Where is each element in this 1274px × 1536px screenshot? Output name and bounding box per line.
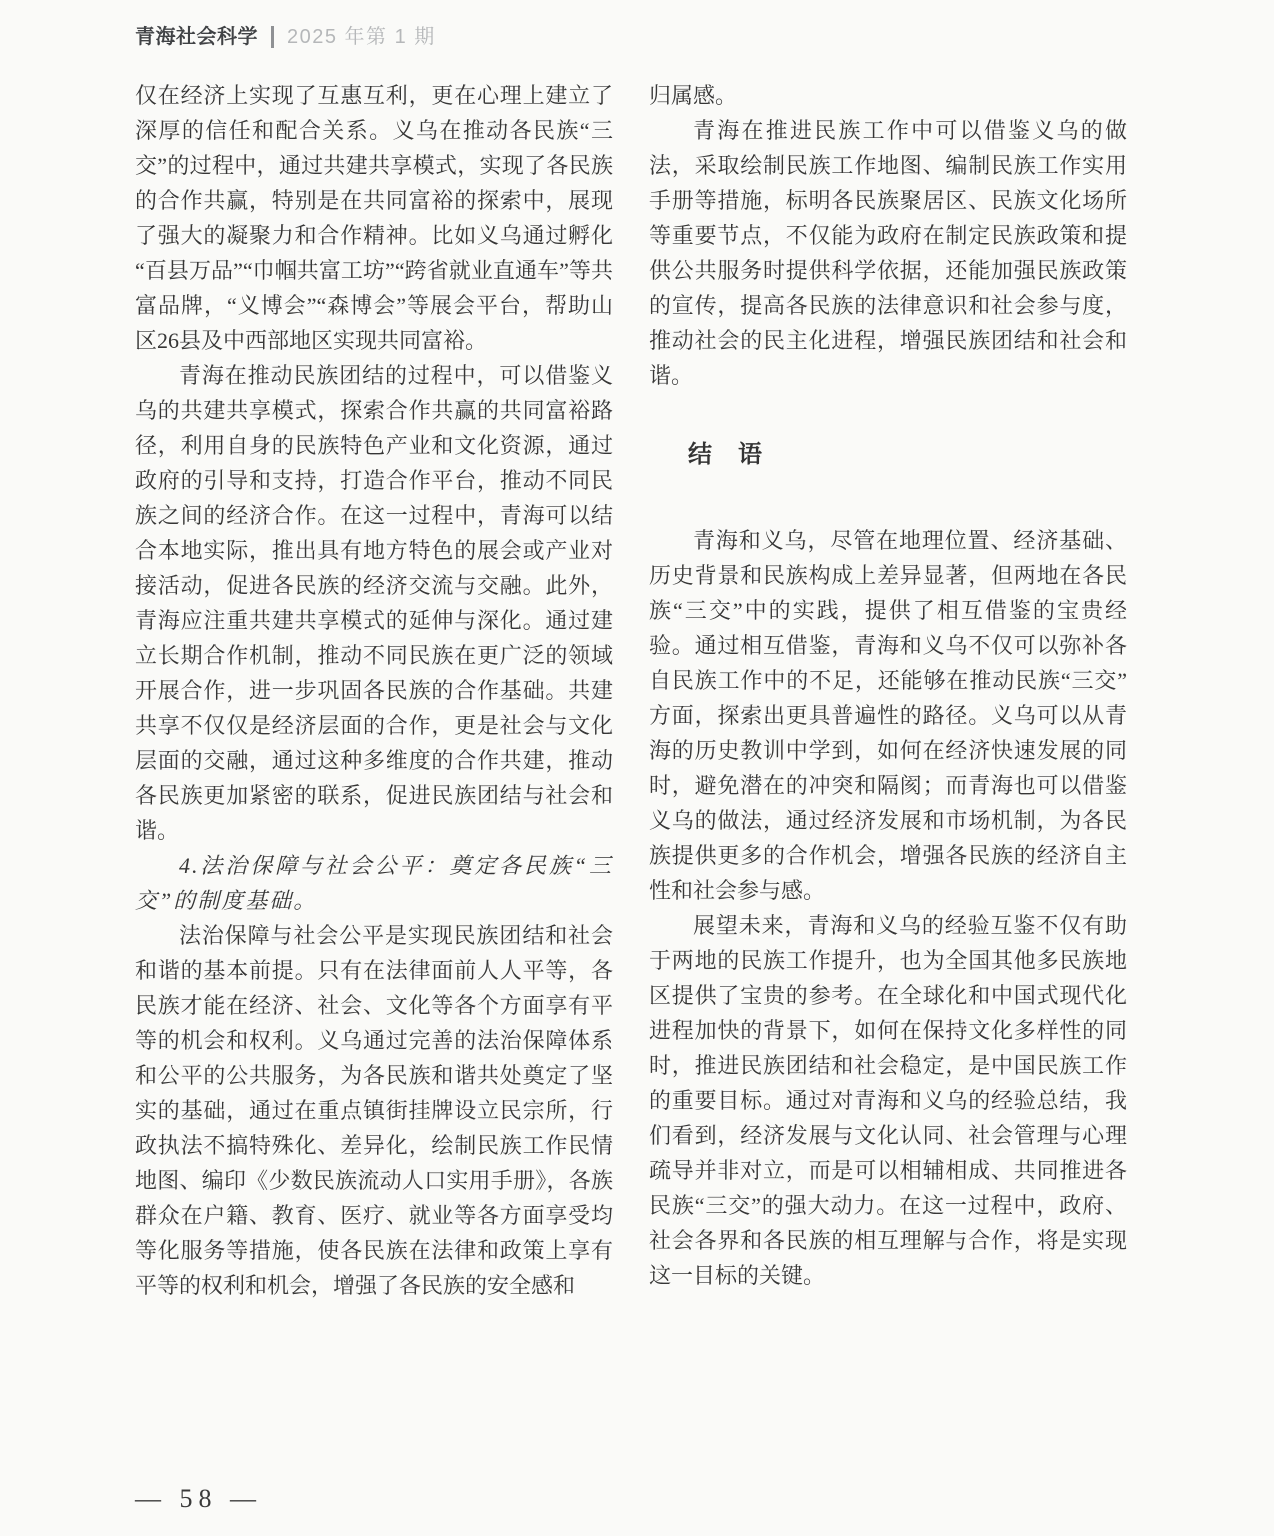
paragraph-continuation: 归属感。 — [649, 83, 738, 108]
journal-title: 青海社会科学 — [135, 26, 258, 48]
running-head — [135, 22, 436, 52]
paragraph: 展望未来，青海和义乌的经验互鉴不仅有助于两地的民族工作提升，也为全国其他多民族地区提供了宝贵的参考。在全球化和中国式现代化进程加快的背景下，如何在保持文化多样性的同时，推进民族团结和社会稳定，是中国民族工作的重要目标。通过对青海和义乌的经验总结，我们看到，经济发展与文化认同、社会管理与心理疏导并非对立，而是可以相辅相成、共同推进各民族“三交”的强大动力。在这一过程中，政府、社会各界和各民族的相互理解与合作，将是实现这一目标的关键。 — [649, 913, 1127, 1288]
header-divider — [271, 26, 274, 48]
paragraph: 青海在推动民族团结的过程中，可以借鉴义乌的共建共享模式，探索合作共赢的共同富裕路径，利用自身的民族特色产业和文化资源，通过政府的引导和支持，打造合作平台，推动不同民族之间的经济合作。在这一过程中，青海可以结合本地实际，推出具有地方特色的展会或产业对接活动，促进各民族的经济交流与交融。此外，青海应注重共建共享模式的延伸与深化。通过建立长期合作机制，推动不同民族在更广泛的领域开展合作，进一步巩固各民族的合作基础。共建共享不仅仅是经济层面的合作，更是社会与文化层面的交融，通过这种多维度的合作共建，推动各民族更加紧密的联系，促进民族团结与社会和谐。 — [135, 363, 613, 843]
conclusion-heading: 结 语 — [688, 442, 763, 468]
paragraph: 青海和义乌，尽管在地理位置、经济基础、历史背景和民族构成上差异显著，但两地在各民族“三交”中的实践，提供了相互借鉴的宝贵经验。通过相互借鉴，青海和义乌不仅可以弥补各自民族工作中的不足，还能够在推动民族“三交”方面，探索出更具普遍性的路径。义乌可以从青海的历史教训中学到，如何在经济快速发展的同时，避免潜在的冲突和隔阂；而青海也可以借鉴义乌的做法，通过经济发展和市场机制，为各民族提供更多的合作机会，增强各民族的经济自主性和社会参与感。 — [649, 528, 1127, 903]
paragraph: 青海在推进民族工作中可以借鉴义乌的做法，采取绘制民族工作地图、编制民族工作实用手册等措施，标明各民族聚居区、民族文化场所等重要节点，不仅能为政府在制定民族政策和提供公共服务时提供科学依据，还能加强民族政策的宣传，提高各民族的法律意识和社会参与度，推动社会的民主化进程，增强民族团结和社会和谐。 — [649, 118, 1127, 388]
issue-label: 2025 年第 1 期 — [287, 26, 436, 48]
article-body — [135, 78, 1127, 1303]
subsection-heading-4: 4.法治保障与社会公平：奠定各民族“三交”的制度基础。 — [135, 853, 613, 913]
right-column — [649, 78, 1127, 1303]
paragraph: 法治保障与社会公平是实现民族团结和社会和谐的基本前提。只有在法律面前人人平等，各民族才能在经济、社会、文化等各个方面享有平等的机会和权利。义乌通过完善的法治保障体系和公平的公共服务，为各民族和谐共处奠定了坚实的基础，通过在重点镇街挂牌设立民宗所，行政执法不搞特殊化、差异化，绘制民族工作民情地图、编印《少数民族流动人口实用手册》，各族群众在户籍、教育、医疗、就业等各方面享受均等化服务等措施，使各民族在法律和政策上享有平等的权利和机会，增强了各民族的安全感和 — [135, 923, 613, 1298]
left-column — [135, 78, 613, 1303]
page-number: — 58 — — [135, 1484, 262, 1513]
paragraph-continuation: 仅在经济上实现了互惠互利，更在心理上建立了深厚的信任和配合关系。义乌在推动各民族“三交”的过程中，通过共建共享模式，实现了各民族的合作共赢，特别是在共同富裕的探索中，展现了强大的凝聚力和合作精神。比如义乌通过孵化“百县万品”“巾帼共富工坊”“跨省就业直通车”等共富品牌，“义博会”“森博会”等展会平台，帮助山区26县及中西部地区实现共同富裕。 — [135, 83, 613, 353]
page-footer — [135, 1484, 262, 1514]
